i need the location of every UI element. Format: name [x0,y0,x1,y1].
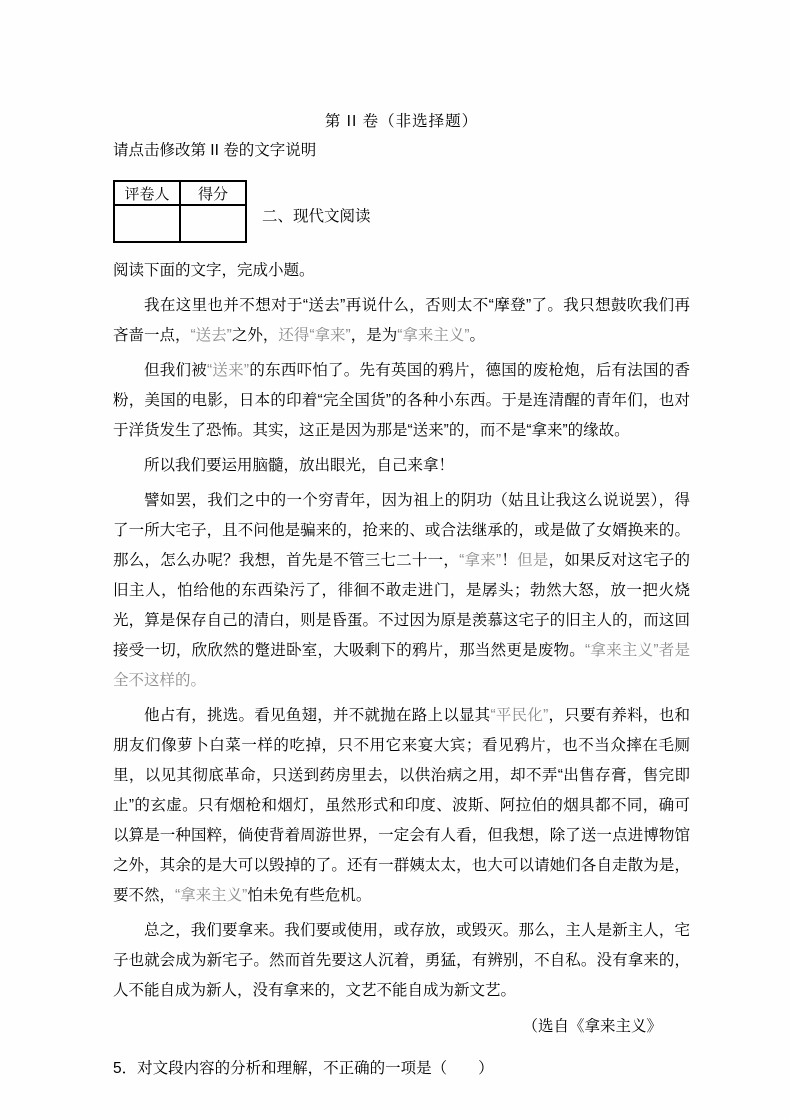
text-segment: 总之，我们要拿来。我们要或使用，或存放，或毁灭。那么，主人是新主人，宅子也就会成为新宅子。然而首先要这人沉着，勇猛，有辨别，不自私。没有拿来的，人不能自成为新人，没有拿来的，文艺不能自成为新文艺。 [113,922,690,999]
section-heading: 二、现代文阅读 [262,207,371,225]
text-segment: “送来” [207,362,250,379]
paragraph [113,486,690,696]
text-segment: 怕未免有些危机。 [247,887,372,904]
text-segment: 但是 [517,552,549,569]
text-segment: 但我们被 [144,362,207,379]
paragraph [113,451,690,481]
score-table-block [113,180,690,243]
text-segment: 的东西吓怕了。先有英国的鸦片，德国的废枪炮，后有法国的香粉，美国的电影，日本的印着“完全国货”的各种小东西。于是连清醒的青年们，也对于洋货发生了恐怖。其实，这正是因为那是“送来”的，而不是“拿来”的缘故。 [113,362,690,439]
score-table [113,180,247,243]
paragraph [113,916,690,1006]
text-segment: ，如果反对这宅子的旧主人，怕给他的东西染污了，徘徊不敢走进门，是孱头；勃然大怒，放一把火烧光，算是保存自己的清白，则是昏蛋。不过因为原是羡慕这宅子的旧主人的，而这回接受一切，欣欣然的蹩进卧室，大吸剩下的鸦片，那当然更是废物。 [113,552,690,659]
paragraph [113,291,690,351]
text-segment: 。 [469,327,486,344]
text-segment: 所以我们要运用脑髓，放出眼光，自己来拿！ [144,457,455,474]
text-segment: 譬如罢，我们之中的一个穷青年，因为祖上的阴功（姑且让我这么说说罢），得了一所大宅子，且不问他是骗来的，抢来的、或合法继承的，或是做了女婿换来的。那么，怎么办呢？我想，首先是不管三七二十一， [113,492,690,569]
question-5: 5．对文段内容的分析和理解，不正确的一项是（ ） [113,1060,494,1077]
text-segment: ！ [501,552,518,569]
score-table-cell-grader [114,205,180,242]
text-segment: “拿来主义” [175,887,248,904]
text-segment: “拿来主义”者是全不这样的。 [113,642,690,689]
text-segment: ，是为 [350,327,398,344]
score-table-cell-score [180,205,246,242]
text-segment: ，只要有养料，也和朋友们像萝卜白菜一样的吃掉，只不用它来宴大宾；看见鸦片，也不当众摔在毛厕里，以见其彻底革命，只送到药房里去，以供治病之用，却不弄“出售存膏，售完即止”的玄虚。只有烟枪和烟灯，虽然形式和印度、波斯、阿拉伯的烟具都不同，确可以算是一种国粹，倘使背着周游世界，一定会有人看，但我想，除了送一点进博物馆之外，其余的是大可以毁掉的了。还有一群姨太太，也大可以请她们各自走散为是，要不然， [113,707,690,904]
score-table-header-score: 得分 [180,181,246,205]
attribution: （选自《拿来主义》 [522,1018,662,1035]
text-segment: “拿来” [459,552,502,569]
text-segment: “送去” [190,327,232,344]
text-segment: 我在这里也并不想对于“送去”再说什么，否则太不“摩登”了。我只想鼓吹我们再吝啬一点， [113,297,690,344]
reading-instruction: 阅读下面的文字，完成小题。 [113,262,315,279]
text-segment: 他占有，挑选。看见鱼翅，并不就抛在路上以显其 [144,707,491,724]
page-title: 第 II 卷（非选择题） [324,113,479,130]
passage [113,291,690,1006]
text-segment: 之外， [231,327,279,344]
paragraph [113,356,690,446]
text-segment: “拿来主义” [397,327,470,344]
score-table-header-grader: 评卷人 [114,181,180,205]
text-segment: 还得“拿来” [278,327,351,344]
text-segment: “平民化” [490,707,549,724]
paragraph [113,701,690,911]
edit-section-note[interactable]: 请点击修改第 II 卷的文字说明 [113,142,317,159]
